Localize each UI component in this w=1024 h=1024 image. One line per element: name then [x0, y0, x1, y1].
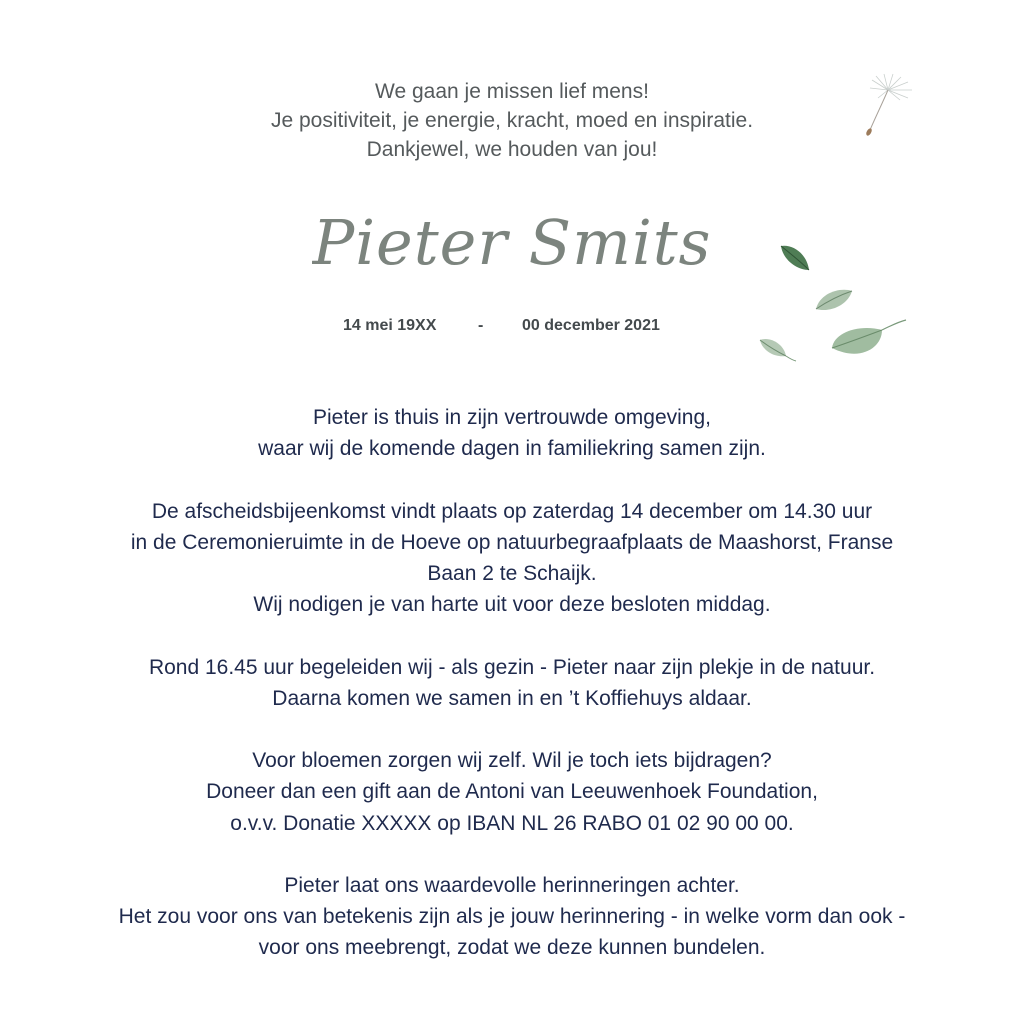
body-line: Rond 16.45 uur begeleiden wij - als gezin - Pieter naar zijn plekje in de natuur.: [148, 655, 876, 679]
birth-date: 14 mei 19XX: [343, 317, 437, 334]
date-separator: -: [478, 317, 484, 334]
body-line: waar wij de komende dagen in familiekring samen zijn.: [258, 437, 766, 461]
body-line: Het zou voor ons van betekenis zijn als je jouw herinnering - in welke vorm dan ook -: [118, 905, 906, 929]
body-line: Doneer dan een gift aan de Antoni van Leeuwenhoek Foundation,: [206, 780, 818, 804]
leaf-icon: [775, 240, 815, 276]
intro-line: Je positiviteit, je energie, kracht, moed en inspiratie.: [270, 109, 754, 132]
body-line: Baan 2 te Schaijk.: [427, 562, 597, 585]
death-date: 00 december 2021: [522, 317, 660, 334]
name-script: [312, 186, 712, 296]
dandelion-seed-icon: [858, 72, 918, 138]
leaf-icon: [810, 285, 856, 315]
body-line: Wij nodigen je van harte uit voor deze besloten middag.: [253, 593, 771, 617]
announcement-body: [20, 402, 1004, 964]
deceased-name: Pieter Smits: [312, 206, 712, 279]
life-dates: [0, 317, 1024, 339]
intro-line: We gaan je missen lief mens!: [375, 80, 649, 103]
body-line: Pieter is thuis in zijn vertrouwde omgeving,: [312, 406, 711, 429]
body-line: voor ons meebrengt, zodat we deze kunnen bundelen.: [258, 936, 766, 960]
body-line: De afscheidsbijeenkomst vindt plaats op zaterdag 14 december om 14.30 uur: [151, 499, 873, 523]
body-line: in de Ceremonieruimte in de Hoeve op natuurbegraafplaats de Maashorst, Franse: [130, 530, 894, 554]
body-line: o.v.v. Donatie XXXXX op IBAN NL 26 RABO 01 02 90 00 00.: [230, 811, 794, 835]
body-line: Pieter laat ons waardevolle herinneringen achter.: [284, 873, 740, 897]
body-line: Daarna komen we samen in en ’t Koffiehuys aldaar.: [272, 686, 752, 710]
intro-line: Dankjewel, we houden van jou!: [366, 138, 658, 161]
body-line: Voor bloemen zorgen wij zelf. Wil je toch iets bijdragen?: [252, 749, 772, 773]
